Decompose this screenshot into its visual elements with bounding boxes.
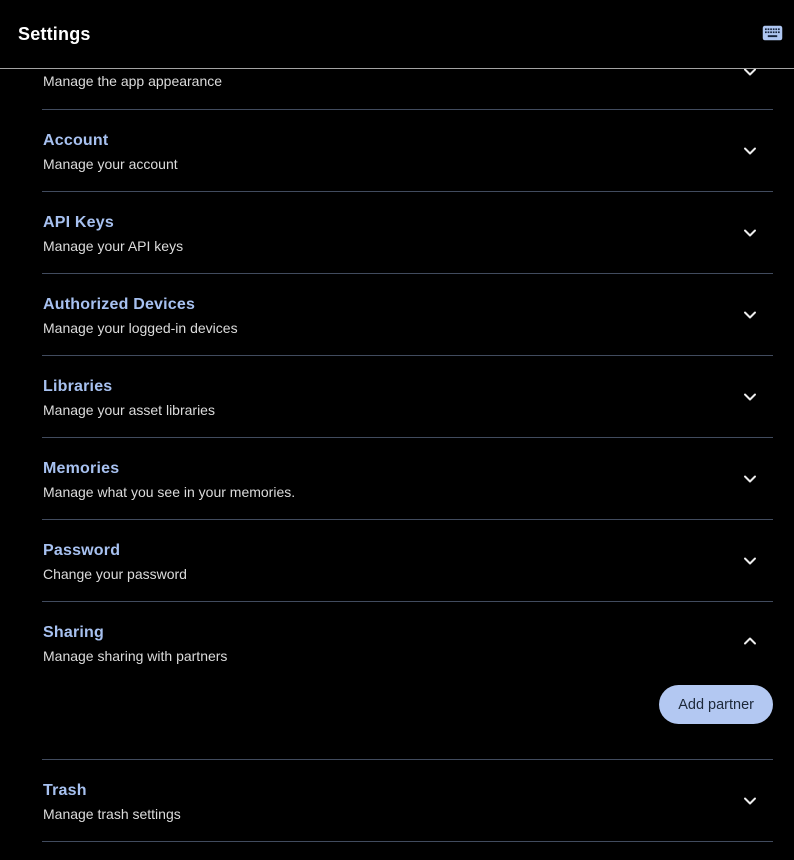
section-subtitle: Change your password <box>43 566 187 582</box>
settings-list <box>0 69 794 860</box>
add-partner-button[interactable]: Add partner <box>659 685 773 724</box>
section-subtitle: Manage sharing with partners <box>43 648 228 664</box>
chevron-down-icon[interactable] <box>738 139 762 163</box>
keyboard-icon <box>762 25 783 44</box>
settings-section-authorized-devices[interactable] <box>0 274 794 356</box>
section-title: Authorized Devices <box>43 296 196 313</box>
divider <box>42 841 773 842</box>
settings-section-trash[interactable] <box>0 760 794 842</box>
section-title: Password <box>43 542 121 559</box>
settings-section-appearance[interactable] <box>0 69 794 110</box>
page-title: Settings <box>18 23 91 44</box>
section-title: Account <box>43 132 109 149</box>
settings-section-memories[interactable] <box>0 438 794 520</box>
chevron-down-icon[interactable] <box>738 549 762 573</box>
settings-section-api-keys[interactable] <box>0 192 794 274</box>
section-title: Libraries <box>43 378 113 395</box>
chevron-down-icon[interactable] <box>738 221 762 245</box>
section-subtitle: Manage what you see in your memories. <box>43 484 296 500</box>
sharing-actions <box>659 685 773 724</box>
section-title: Sharing <box>43 624 104 641</box>
keyboard-shortcuts-button[interactable] <box>757 19 787 49</box>
settings-section-sharing[interactable] <box>0 602 794 760</box>
settings-section-account[interactable] <box>0 110 794 192</box>
section-subtitle: Manage your API keys <box>43 238 184 254</box>
section-subtitle: Manage trash settings <box>43 806 181 822</box>
chevron-down-icon[interactable] <box>738 69 762 84</box>
section-title: Trash <box>43 782 87 799</box>
section-title: API Keys <box>43 214 114 231</box>
chevron-down-icon[interactable] <box>738 303 762 327</box>
chevron-down-icon[interactable] <box>738 385 762 409</box>
app-header <box>0 0 794 69</box>
section-subtitle: Manage the app appearance <box>43 73 223 89</box>
settings-section-password[interactable] <box>0 520 794 602</box>
chevron-down-icon[interactable] <box>738 467 762 491</box>
section-title: Memories <box>43 460 120 477</box>
chevron-down-icon[interactable] <box>738 789 762 813</box>
section-subtitle: Manage your account <box>43 156 178 172</box>
section-subtitle: Manage your logged-in devices <box>43 320 238 336</box>
settings-section-libraries[interactable] <box>0 356 794 438</box>
section-subtitle: Manage your asset libraries <box>43 402 215 418</box>
chevron-up-icon[interactable] <box>738 629 762 653</box>
